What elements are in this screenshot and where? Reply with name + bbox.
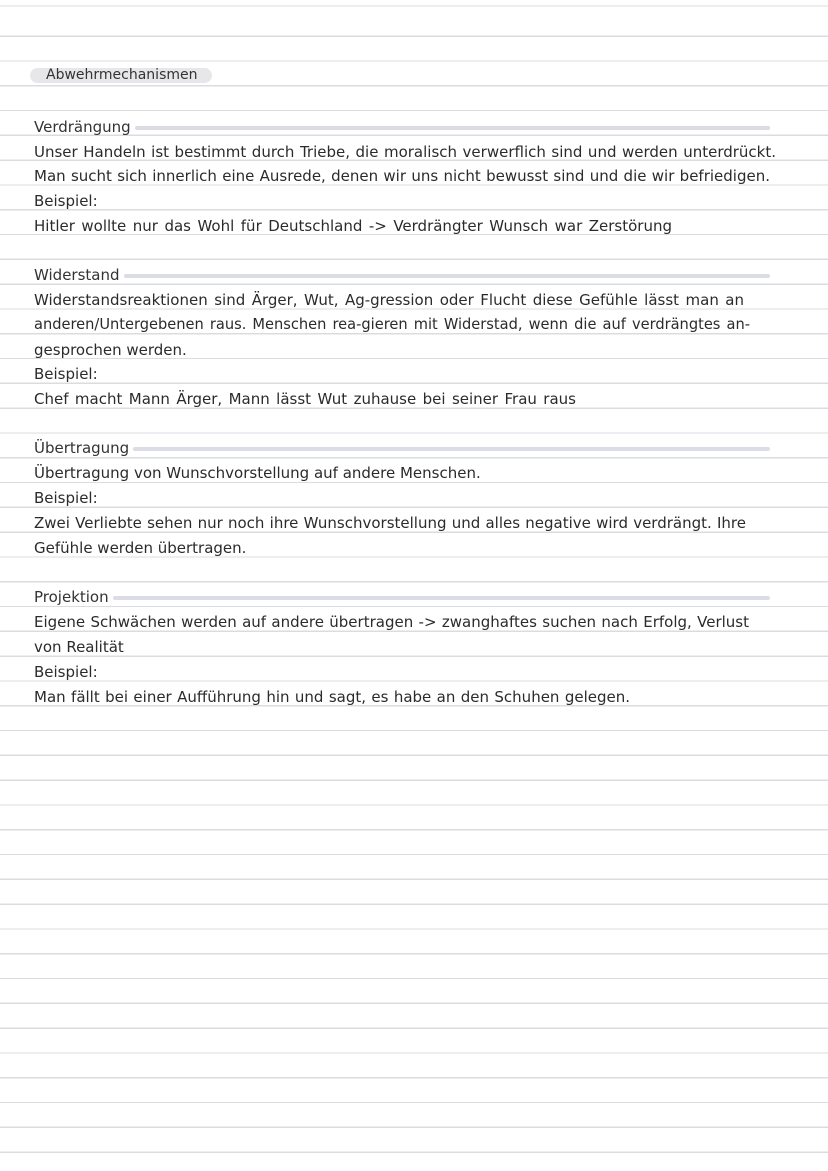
text-line: Übertragung von Wunschvorstellung auf andere Menschen. bbox=[34, 464, 481, 482]
text-line: gesprochen werden. bbox=[34, 341, 187, 359]
page-title: Abwehrmechanismen bbox=[30, 68, 212, 83]
text-line: Hitler wollte nur das Wohl für Deutschland -> Verdrängter Wunsch war Zerstörung bbox=[34, 217, 672, 235]
text-line: Man fällt bei einer Aufführung hin und sagt, es habe an den Schuhen gelegen. bbox=[34, 688, 630, 706]
text-line: Man sucht sich innerlich eine Ausrede, denen wir uns nicht bewusst sind und die wir befriedigen. bbox=[34, 167, 770, 185]
text-line: Unser Handeln ist bestimmt durch Triebe, die moralisch verwerflich sind und werden unterdrückt. bbox=[34, 143, 776, 161]
text-line: Zwei Verliebte sehen nur noch ihre Wunschvorstellung und alles negative wird verdrängt. Ihre bbox=[34, 514, 746, 532]
heading-underline-bar bbox=[113, 596, 770, 600]
text-line: Chef macht Mann Ärger, Mann lässt Wut zuhause bei seiner Frau raus bbox=[34, 390, 576, 408]
section-heading-text: Projektion bbox=[34, 588, 109, 606]
section-heading-projektion bbox=[34, 587, 770, 607]
section-heading-text: Übertragung bbox=[34, 439, 130, 457]
heading-underline-bar bbox=[124, 274, 770, 278]
heading-underline-bar bbox=[135, 126, 770, 130]
text-line: von Realität bbox=[34, 638, 124, 656]
section-heading-verdraengung bbox=[34, 117, 770, 137]
section-heading-widerstand bbox=[34, 265, 770, 285]
heading-underline-bar bbox=[133, 447, 770, 451]
example-label: Beispiel: bbox=[34, 365, 98, 383]
section-heading-text: Verdrängung bbox=[34, 118, 131, 136]
text-line: Eigene Schwächen werden auf andere übertragen -> zwanghaftes suchen nach Erfolg, Verlust bbox=[34, 613, 749, 631]
example-label: Beispiel: bbox=[34, 663, 98, 681]
section-heading-text: Widerstand bbox=[34, 266, 120, 284]
text-line: anderen/Untergebenen raus. Menschen rea-gieren mit Widerstad, wenn die auf verdrängtes an- bbox=[34, 316, 750, 333]
section-heading-uebertragung bbox=[34, 438, 770, 458]
example-label: Beispiel: bbox=[34, 489, 98, 507]
text-line: Widerstandsreaktionen sind Ärger, Wut, Ag-gression oder Flucht diese Gefühle lässt man an bbox=[34, 291, 744, 309]
example-label: Beispiel: bbox=[34, 192, 98, 210]
text-line: Gefühle werden übertragen. bbox=[34, 539, 247, 557]
